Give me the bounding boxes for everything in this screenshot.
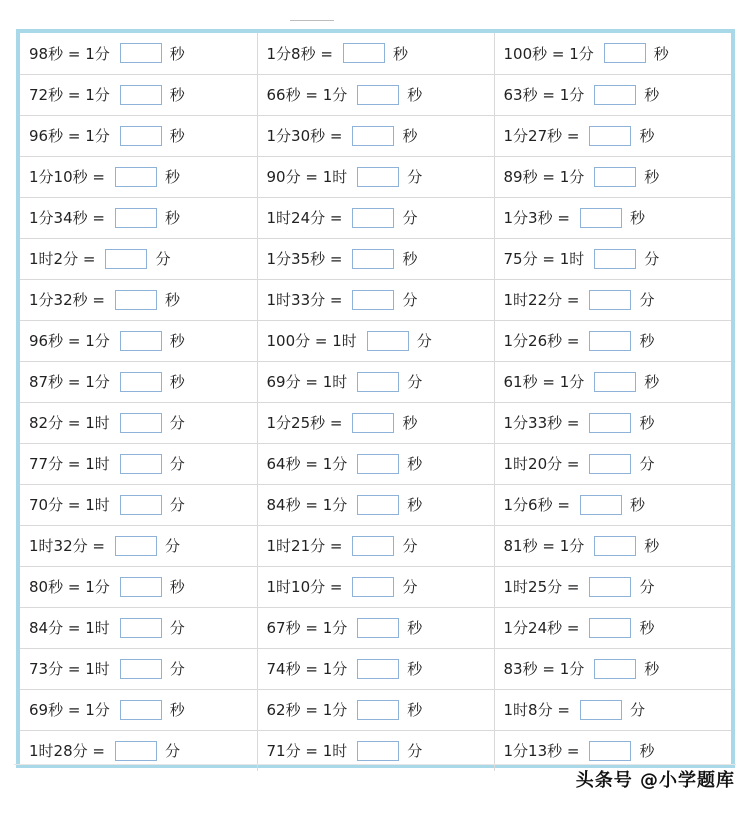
exercise-expression: 1时28分 = (29, 742, 105, 761)
answer-box[interactable] (115, 208, 157, 228)
exercise-expression: 1时21分 = (266, 537, 343, 555)
exercise-expression: 1分24秒 = (503, 619, 580, 637)
exercise-cell (494, 607, 731, 648)
answer-box[interactable] (367, 331, 409, 351)
exercise-cell (20, 74, 257, 115)
exercise-expression: 62秒 = 1分 (266, 701, 348, 719)
exercise-expression: 72秒 = 1分 (29, 86, 110, 104)
answer-unit: 秒 (402, 250, 418, 268)
answer-box[interactable] (115, 536, 157, 556)
exercise-cell (20, 320, 257, 361)
exercise-cell (20, 156, 257, 197)
answer-box[interactable] (589, 290, 631, 310)
answer-unit: 秒 (169, 701, 185, 719)
answer-box[interactable] (357, 85, 399, 105)
exercise-expression: 1分8秒 = (266, 44, 333, 63)
answer-unit: 分 (169, 414, 185, 432)
answer-box[interactable] (594, 536, 636, 556)
exercise-expression: 90分 = 1时 (266, 168, 348, 186)
exercise-expression: 1分25秒 = (266, 414, 343, 432)
answer-unit: 秒 (164, 209, 180, 227)
answer-box[interactable] (343, 43, 385, 63)
answer-box[interactable] (580, 495, 622, 515)
answer-unit: 分 (407, 373, 423, 391)
answer-unit: 秒 (169, 86, 185, 104)
answer-box[interactable] (580, 208, 622, 228)
answer-unit: 秒 (644, 168, 660, 186)
answer-box[interactable] (120, 454, 162, 474)
answer-box[interactable] (105, 249, 147, 269)
exercise-cell (257, 156, 494, 197)
answer-box[interactable] (352, 577, 394, 597)
answer-unit: 秒 (169, 332, 185, 350)
answer-box[interactable] (594, 372, 636, 392)
answer-unit: 秒 (653, 44, 669, 63)
exercise-expression: 100分 = 1时 (266, 332, 357, 350)
exercise-cell (20, 238, 257, 279)
exercise-expression: 1分26秒 = (503, 332, 580, 350)
exercise-expression: 77分 = 1时 (29, 455, 110, 473)
answer-box[interactable] (589, 454, 631, 474)
answer-unit: 分 (639, 291, 655, 309)
exercise-cell (494, 484, 731, 525)
answer-unit: 秒 (407, 496, 423, 514)
answer-unit: 秒 (407, 455, 423, 473)
exercise-expression: 75分 = 1时 (503, 250, 585, 268)
exercise-cell (20, 33, 257, 74)
answer-unit: 秒 (407, 86, 423, 104)
table-row (20, 484, 731, 525)
exercise-cell (257, 525, 494, 566)
answer-box[interactable] (357, 741, 399, 761)
exercise-cell (20, 115, 257, 156)
exercise-cell (257, 320, 494, 361)
answer-box[interactable] (115, 741, 157, 761)
watermark: 头条号 @小学题库 (575, 770, 735, 791)
exercise-expression: 69秒 = 1分 (29, 701, 110, 719)
exercise-expression: 89秒 = 1分 (503, 168, 585, 186)
answer-unit: 分 (416, 332, 432, 350)
table-row (20, 320, 731, 361)
exercise-cell (20, 361, 257, 402)
exercise-expression: 80秒 = 1分 (29, 578, 110, 596)
exercise-expression: 1分27秒 = (503, 127, 580, 145)
exercise-expression: 1时33分 = (266, 291, 343, 309)
exercise-expression: 1分3秒 = (503, 209, 570, 227)
answer-box[interactable] (594, 85, 636, 105)
exercise-grid (20, 33, 731, 771)
answer-box[interactable] (352, 208, 394, 228)
exercise-expression: 83秒 = 1分 (503, 660, 585, 678)
answer-box[interactable] (115, 167, 157, 187)
answer-box[interactable] (594, 167, 636, 187)
answer-unit: 秒 (644, 86, 660, 104)
exercise-expression: 87秒 = 1分 (29, 373, 110, 391)
exercise-cell (494, 648, 731, 689)
answer-box[interactable] (115, 290, 157, 310)
exercise-expression: 82分 = 1时 (29, 414, 110, 432)
exercise-cell (494, 279, 731, 320)
answer-box[interactable] (357, 454, 399, 474)
exercise-cell (257, 74, 494, 115)
answer-box[interactable] (120, 413, 162, 433)
answer-unit: 分 (639, 578, 655, 596)
exercise-expression: 1时20分 = (503, 455, 580, 473)
answer-box[interactable] (120, 495, 162, 515)
answer-unit: 分 (407, 742, 423, 761)
table-row (20, 443, 731, 484)
exercise-expression: 67秒 = 1分 (266, 619, 348, 637)
table-row (20, 156, 731, 197)
exercise-cell (494, 320, 731, 361)
answer-unit: 分 (407, 168, 423, 186)
table-row (20, 197, 731, 238)
answer-unit: 秒 (644, 373, 660, 391)
answer-unit: 分 (155, 250, 171, 268)
answer-box[interactable] (120, 577, 162, 597)
exercise-cell (494, 197, 731, 238)
exercise-cell (257, 484, 494, 525)
answer-box[interactable] (589, 577, 631, 597)
answer-unit: 秒 (169, 578, 185, 596)
exercise-expression: 71分 = 1时 (266, 742, 348, 761)
exercise-cell (494, 115, 731, 156)
table-row (20, 607, 731, 648)
answer-box[interactable] (352, 249, 394, 269)
exercise-expression: 1时10分 = (266, 578, 343, 596)
exercise-cell (494, 402, 731, 443)
answer-unit: 分 (402, 537, 418, 555)
exercise-cell (494, 74, 731, 115)
answer-box[interactable] (120, 372, 162, 392)
exercise-expression: 96秒 = 1分 (29, 332, 110, 350)
answer-unit: 秒 (402, 127, 418, 145)
answer-unit: 分 (169, 660, 185, 678)
answer-unit: 秒 (644, 537, 660, 555)
answer-unit: 分 (164, 742, 180, 761)
exercise-cell (257, 238, 494, 279)
exercise-cell (257, 566, 494, 607)
exercise-cell (494, 443, 731, 484)
table-row (20, 402, 731, 443)
exercise-expression: 1分34秒 = (29, 209, 105, 227)
exercise-cell (257, 443, 494, 484)
answer-unit: 秒 (629, 209, 645, 227)
answer-box[interactable] (120, 700, 162, 720)
answer-box[interactable] (589, 741, 631, 761)
exercise-expression: 96秒 = 1分 (29, 127, 110, 145)
answer-unit: 秒 (639, 619, 655, 637)
exercise-cell (257, 279, 494, 320)
answer-unit: 分 (169, 496, 185, 514)
exercise-cell (20, 443, 257, 484)
answer-box[interactable] (352, 126, 394, 146)
exercise-expression: 81秒 = 1分 (503, 537, 585, 555)
exercise-cell (494, 525, 731, 566)
table-row (20, 361, 731, 402)
answer-unit: 秒 (164, 291, 180, 309)
table-row (20, 689, 731, 730)
exercise-cell (20, 566, 257, 607)
answer-unit: 分 (164, 537, 180, 555)
exercise-expression: 73分 = 1时 (29, 660, 110, 678)
exercise-expression: 1分10秒 = (29, 168, 105, 186)
answer-box[interactable] (594, 249, 636, 269)
answer-unit: 秒 (169, 44, 185, 63)
answer-unit: 秒 (169, 373, 185, 391)
answer-unit: 秒 (392, 44, 408, 63)
answer-unit: 分 (402, 209, 418, 227)
answer-unit: 分 (169, 455, 185, 473)
answer-box[interactable] (352, 290, 394, 310)
exercise-cell (494, 566, 731, 607)
answer-unit: 秒 (402, 414, 418, 432)
exercise-expression: 69分 = 1时 (266, 373, 348, 391)
answer-box[interactable] (589, 331, 631, 351)
table-row (20, 525, 731, 566)
answer-box[interactable] (589, 413, 631, 433)
exercise-cell (257, 402, 494, 443)
answer-unit: 分 (402, 578, 418, 596)
answer-unit: 分 (402, 291, 418, 309)
table-row (20, 33, 731, 74)
exercise-expression: 74秒 = 1分 (266, 660, 348, 678)
answer-box[interactable] (357, 618, 399, 638)
answer-box[interactable] (352, 536, 394, 556)
answer-box[interactable] (352, 413, 394, 433)
exercise-expression: 1分33秒 = (503, 414, 580, 432)
table-row (20, 566, 731, 607)
exercise-expression: 100秒 = 1分 (503, 44, 594, 63)
table-row (20, 115, 731, 156)
answer-box[interactable] (120, 618, 162, 638)
answer-unit: 秒 (639, 742, 655, 761)
answer-unit: 秒 (407, 660, 423, 678)
answer-unit: 秒 (164, 168, 180, 186)
exercise-cell (257, 648, 494, 689)
answer-box[interactable] (120, 126, 162, 146)
answer-box[interactable] (604, 43, 646, 63)
top-divider (290, 20, 334, 21)
bottom-divider (14, 764, 736, 765)
exercise-cell (257, 197, 494, 238)
exercise-cell (20, 689, 257, 730)
exercise-expression: 1分13秒 = (503, 742, 580, 761)
exercise-expression: 1时22分 = (503, 291, 580, 309)
answer-box[interactable] (594, 659, 636, 679)
exercise-cell (494, 361, 731, 402)
exercise-cell (257, 607, 494, 648)
answer-box[interactable] (120, 331, 162, 351)
table-row (20, 238, 731, 279)
answer-unit: 秒 (639, 414, 655, 432)
exercise-expression: 61秒 = 1分 (503, 373, 585, 391)
answer-box[interactable] (589, 618, 631, 638)
answer-box[interactable] (580, 700, 622, 720)
answer-unit: 秒 (644, 660, 660, 678)
exercise-cell (20, 402, 257, 443)
answer-unit: 秒 (639, 332, 655, 350)
exercise-expression: 84分 = 1时 (29, 619, 110, 637)
exercise-expression: 1时8分 = (503, 701, 570, 719)
exercise-expression: 66秒 = 1分 (266, 86, 348, 104)
answer-box[interactable] (357, 167, 399, 187)
answer-box[interactable] (357, 495, 399, 515)
exercise-cell (20, 525, 257, 566)
exercise-cell (20, 279, 257, 320)
exercise-cell (257, 33, 494, 74)
exercise-cell (257, 115, 494, 156)
exercise-cell (257, 689, 494, 730)
worksheet-frame (16, 29, 735, 768)
exercise-expression: 1分35秒 = (266, 250, 343, 268)
answer-unit: 秒 (629, 496, 645, 514)
answer-box[interactable] (357, 659, 399, 679)
exercise-expression: 1时32分 = (29, 537, 105, 555)
exercise-cell (20, 607, 257, 648)
answer-unit: 分 (639, 455, 655, 473)
exercise-expression: 84秒 = 1分 (266, 496, 348, 514)
exercise-cell (494, 33, 731, 74)
answer-box[interactable] (357, 372, 399, 392)
answer-box[interactable] (589, 126, 631, 146)
answer-unit: 秒 (407, 619, 423, 637)
answer-box[interactable] (120, 43, 162, 63)
exercise-cell (20, 648, 257, 689)
exercise-cell (257, 361, 494, 402)
exercise-cell (20, 197, 257, 238)
exercise-expression: 1时25分 = (503, 578, 580, 596)
exercise-expression: 1分30秒 = (266, 127, 343, 145)
exercise-expression: 1时24分 = (266, 209, 343, 227)
exercise-expression: 98秒 = 1分 (29, 44, 110, 63)
answer-unit: 分 (644, 250, 660, 268)
answer-unit: 秒 (639, 127, 655, 145)
answer-box[interactable] (357, 700, 399, 720)
answer-box[interactable] (120, 85, 162, 105)
exercise-cell (494, 689, 731, 730)
table-row (20, 279, 731, 320)
answer-unit: 分 (169, 619, 185, 637)
exercise-expression: 1分6秒 = (503, 496, 570, 514)
table-row (20, 648, 731, 689)
exercise-cell (494, 238, 731, 279)
answer-box[interactable] (120, 659, 162, 679)
exercise-cell (20, 484, 257, 525)
exercise-expression: 70分 = 1时 (29, 496, 110, 514)
exercise-expression: 1时2分 = (29, 250, 96, 268)
answer-unit: 秒 (407, 701, 423, 719)
exercise-expression: 1分32秒 = (29, 291, 105, 309)
table-row (20, 74, 731, 115)
exercise-cell (494, 156, 731, 197)
answer-unit: 秒 (169, 127, 185, 145)
exercise-expression: 64秒 = 1分 (266, 455, 348, 473)
exercise-expression: 63秒 = 1分 (503, 86, 585, 104)
answer-unit: 分 (629, 701, 645, 719)
